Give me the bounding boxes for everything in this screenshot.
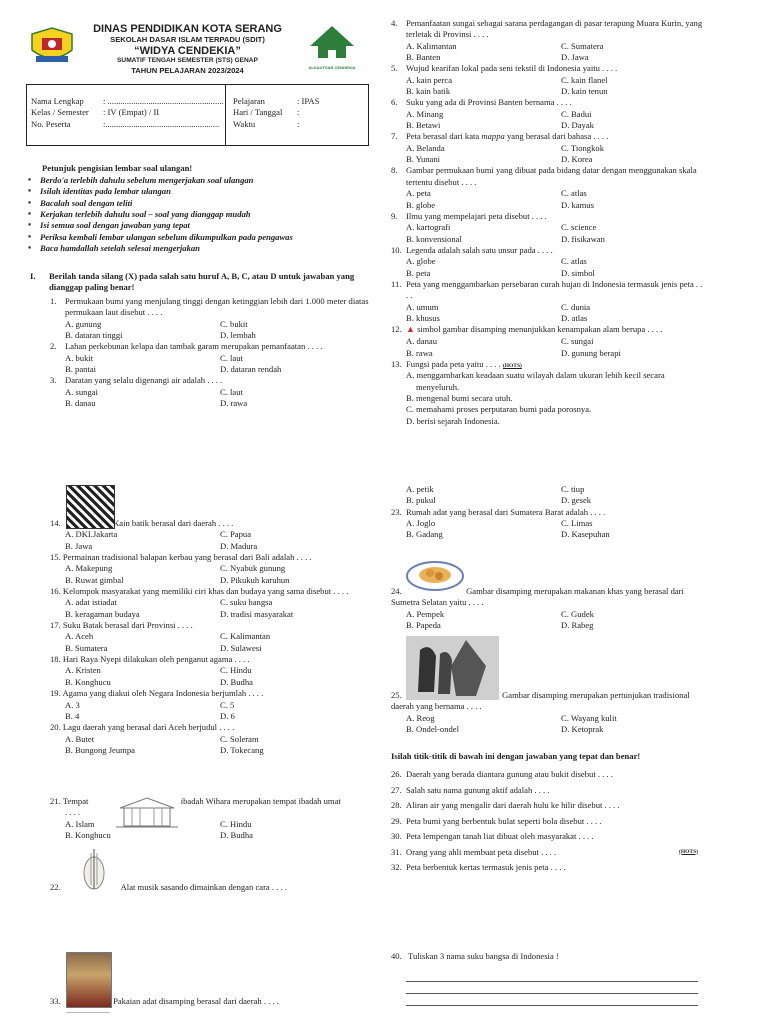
question-item — [50, 552, 370, 586]
option-a[interactable]: A. globe — [406, 256, 436, 267]
pelajaran-label: Pelajaran — [233, 96, 265, 106]
option-d[interactable]: D. Budha — [220, 830, 253, 841]
option-a[interactable]: A. danau — [406, 336, 438, 347]
option-b[interactable]: B. Betawi — [406, 120, 441, 131]
hots-badge: (HOTS) — [502, 362, 522, 369]
option-d[interactable]: D. Korea — [561, 154, 593, 165]
option-a[interactable]: A. petik — [406, 484, 434, 494]
question-text: Lagu daerah yang berasal dari Aceh berjudul . . . . — [62, 722, 235, 733]
option-c[interactable]: C. atlas — [561, 256, 587, 267]
question-text: Permukaan bumi yang menjulang tinggi dengan ketinggian lebih dari 1.000 meter diatas permukaan laut disebut . . . . — [65, 296, 369, 318]
option-d[interactable]: D. lembah — [220, 330, 256, 341]
right-top-questions — [391, 18, 706, 427]
question-number: 3. — [50, 375, 57, 386]
question-number: 22. — [50, 882, 61, 892]
option-b[interactable]: B. Konghucu — [65, 830, 111, 841]
question-number: 6. — [391, 97, 398, 108]
question-text-cont: ibadah Wihara merupakan tempat ibadah umat — [180, 796, 341, 806]
instructions-list — [28, 175, 358, 254]
option-c[interactable]: C. laut — [220, 352, 243, 363]
question-number: 18. — [50, 654, 61, 665]
volcano-symbol-icon: ▲ — [406, 324, 415, 335]
section2-title: Isilah titik-titik di bawah ini dengan jawaban yang tepat dan benar! — [391, 751, 641, 761]
option-a[interactable]: A. bukit — [65, 352, 94, 363]
question-item — [391, 324, 706, 359]
option-c[interactable]: C. Sumatera — [561, 40, 604, 51]
option-c[interactable]: C. Nyabuk gunung — [220, 563, 286, 574]
question-number: 4. — [391, 18, 398, 28]
option-c[interactable]: C. Soleram — [220, 733, 259, 744]
question-item — [50, 586, 370, 620]
school-logo-left — [28, 26, 76, 68]
option-a[interactable]: A. kain perca — [406, 74, 453, 85]
question-text: Gambar permukaan bumi yang dibuat pada bidang datar dengan menggunakan skala tertentu disebut . . . . — [406, 165, 697, 187]
option-d[interactable]: D. berisi sejarah Indonesia. — [406, 415, 500, 426]
question-item — [391, 507, 706, 541]
question-number: 15. — [50, 552, 61, 563]
option-b[interactable]: B. Bungong Jeumpa — [65, 744, 135, 755]
question-number: 5. — [391, 63, 398, 74]
question-text: Suku yang ada di Provinsi Banten bernama . . . . — [406, 97, 572, 108]
option-a[interactable]: A. sungai — [65, 386, 98, 397]
option-c[interactable]: C. dunia — [561, 301, 591, 312]
option-a[interactable]: A. menggambarkan keadaan suatu wilayah dalam ukuran lebih kecil secara menyeluruh. — [406, 370, 665, 392]
option-c[interactable]: C. suku bangsa — [220, 597, 273, 608]
option-a[interactable]: A. Reog — [406, 712, 435, 723]
peserta-label: No. Peserta — [31, 119, 71, 129]
question-text: Rumah adat yang berasal dari Sumatera Barat adalah . . . . — [406, 506, 606, 517]
question-text: Fungsi pada peta yaitu . . . . (HOTS) — [406, 358, 522, 369]
option-a[interactable]: A. Butet — [65, 733, 95, 744]
option-a[interactable]: A. gunung — [65, 318, 102, 329]
header-school-name: “WIDYA CENDEKIA” — [134, 45, 241, 57]
header-exam: SUMATIF TENGAH SEMESTER (STS) GENAP — [117, 57, 258, 64]
option-b[interactable]: B. pantai — [65, 364, 97, 375]
question-number: 40. — [391, 951, 402, 961]
option-c[interactable]: C. Limas — [561, 518, 593, 529]
fill-question: 27. Salah satu nama gunung aktif adalah . . . . — [391, 784, 550, 795]
question-item — [50, 375, 370, 409]
option-a[interactable]: A. Kristen — [65, 665, 101, 676]
option-c[interactable]: C. laut — [220, 386, 243, 397]
header-agency: DINAS PENDIDIKAN KOTA SERANG — [93, 23, 282, 35]
question-item — [391, 279, 706, 324]
identity-divider — [225, 85, 226, 145]
question-text: Pemanfaatan sungai sebagai sarana perdagangan di pasar terapung Muara Kurin, yang terletak di Provinsi . . . . — [406, 18, 703, 40]
question-item — [391, 131, 706, 165]
question-item — [50, 518, 370, 552]
question-item — [391, 18, 706, 63]
question-item — [391, 97, 706, 131]
option-d[interactable]: D. rawa — [220, 398, 248, 409]
section2-questions — [391, 767, 706, 876]
option-c[interactable]: C. tiup — [561, 484, 585, 494]
fill-question: 29. Peta bumi yang berbentuk bulat seperti bola disebut . . . . — [391, 815, 602, 826]
option-c[interactable]: C. Tiongkok — [561, 142, 604, 153]
question-text: Tuliskan 3 nama suku bangsa di Indonesia ! — [408, 951, 559, 961]
instruction-item: ▪ Baca hamdallah setelah selesai mengerjakan — [28, 243, 358, 254]
option-a[interactable]: A. DKI.Jakarta — [65, 529, 118, 540]
kelas-label: Kelas / Semester — [31, 107, 89, 117]
option-c[interactable]: C. kain flanel — [561, 74, 608, 85]
option-c[interactable]: C. sungai — [561, 336, 594, 347]
option-a[interactable]: A. umum — [406, 301, 439, 312]
question-item — [50, 341, 370, 375]
option-a[interactable]: A. kartografi — [406, 222, 451, 233]
question-item — [391, 63, 706, 97]
nama-label: Nama Lengkap — [31, 96, 84, 106]
option-a[interactable]: A. Kalimantan — [406, 40, 457, 51]
option-b[interactable]: B. dataran tinggi — [65, 330, 123, 341]
fill-question: 30. Peta lempengan tanah liat dibuat oleh masyarakat . . . . — [391, 831, 594, 841]
peserta-field[interactable]: :..................................................... — [103, 119, 220, 129]
question-number: 7. — [391, 131, 398, 142]
instruction-item: ▪ Bacalah soal dengan teliti — [28, 198, 358, 209]
instruction-item: ▪ Periksa kembali lembar ulangan sebelum dikumpulkan pada pengawas — [28, 232, 358, 243]
instructions-title: Petunjuk pengisian lembar soal ulangan! — [42, 163, 193, 173]
option-b[interactable]: B. mengenal bumi secara utuh. — [406, 392, 513, 403]
question-item — [391, 211, 706, 245]
option-a[interactable]: A. Islam — [65, 818, 95, 829]
option-a[interactable]: A. Makepung — [65, 563, 113, 574]
question-number: 25. — [391, 690, 402, 700]
question-number: 8. — [391, 165, 398, 176]
option-b[interactable]: B. globe — [406, 199, 436, 210]
answer-lines[interactable] — [406, 970, 698, 1006]
option-c[interactable]: C. bukit — [220, 318, 248, 329]
option-b[interactable]: B. Jawa — [65, 540, 93, 551]
option-b[interactable]: B. pukul — [406, 495, 436, 506]
option-d[interactable]: D. Dayak — [561, 120, 594, 131]
question-text: Permainan tradisional balapan kerbau yang berasal dari Bali adalah . . . . — [62, 552, 312, 563]
option-c[interactable]: C. Hindu — [220, 818, 252, 829]
option-d[interactable]: D. 6 — [220, 710, 235, 721]
instruction-item: ▪ Isi semua soal dengan jawaban yang tepat — [28, 220, 358, 231]
option-c[interactable]: C. Kalimantan — [220, 631, 271, 642]
question-number: 33. — [50, 996, 61, 1006]
option-d[interactable]: D. gunung berapi — [561, 347, 621, 358]
option-b[interactable]: B. peta — [406, 267, 431, 278]
left-top-questions — [50, 296, 370, 409]
option-d[interactable]: D. Ketoprak — [561, 724, 604, 735]
option-a[interactable]: A. peta — [406, 188, 431, 199]
answer-line[interactable] — [406, 970, 698, 982]
fill-question: 32. Peta berbentuk kertas termasuk jenis peta . . . . — [391, 862, 566, 872]
option-b[interactable]: B. Ondel-ondel — [406, 724, 459, 735]
option-c[interactable]: C. atlas — [561, 188, 587, 199]
header-school: SEKOLAH DASAR ISLAM TERPADU (SDIT) — [110, 35, 265, 44]
option-a[interactable]: A. Pempek — [406, 608, 445, 619]
question-number: 14. — [50, 518, 61, 528]
question-text: Tempat — [62, 796, 89, 806]
header-year: TAHUN PELAJARAN 2023/2024 — [131, 66, 244, 75]
option-b[interactable]: B. kain batik — [406, 86, 451, 97]
option-d[interactable]: D. simbol — [561, 267, 595, 278]
hots-badge: (HOTS) — [679, 848, 698, 855]
option-b[interactable]: B. 4 — [65, 710, 80, 721]
hari-label: Hari / Tanggal — [233, 107, 283, 117]
option-d[interactable]: D. dataran rendah — [220, 364, 282, 375]
option-d[interactable]: D. Jawa — [561, 52, 589, 63]
option-d[interactable]: D. atlas — [561, 312, 588, 323]
option-a[interactable]: A. 3 — [65, 699, 80, 710]
section1-instruction: Berilah tanda silang (X) pada salah satu huruf A, B, C, atau D untuk jawaban yang dianggap paling benar! — [49, 271, 355, 293]
question-text: Pakaian adat disamping berasal dari daerah . . . . — [113, 996, 279, 1006]
question-number: 16. — [50, 586, 61, 597]
option-d[interactable]: D. Kasepuhan — [561, 529, 610, 540]
question-item — [50, 688, 370, 722]
option-d[interactable]: D. Madura — [220, 540, 258, 551]
question-text: Kain batik berasal dari daerah . . . . — [113, 518, 234, 528]
option-c[interactable]: C. 5 — [220, 699, 235, 710]
option-a[interactable]: A. Joglo — [406, 518, 436, 529]
question-item — [50, 296, 370, 341]
option-d[interactable]: D. Tokecang — [220, 744, 264, 755]
instruction-item: ▪ Kerjakan terlebih dahulu soal – soal yang dianggap mudah — [28, 209, 358, 220]
question-text: Peta yang menggambarkan persebaran curah hujan di Indonesia termasuk jenis peta . . . . — [406, 278, 703, 301]
nama-field[interactable]: : ...................................................... — [103, 96, 224, 106]
question-text: Peta berasal dari kata mappa yang berasal dari bahasa . . . . — [406, 131, 609, 142]
option-c[interactable]: C. Wayang kulit — [561, 712, 617, 723]
question-text: Daratan yang selalu digenangi air adalah . . . . — [65, 375, 223, 386]
option-b[interactable]: B. Yunani — [406, 154, 441, 165]
option-b[interactable]: B. danau — [65, 398, 96, 409]
question-text: Alat musik sasando dimainkan dengan cara . . . . — [120, 882, 287, 892]
question-item — [50, 722, 370, 756]
question-text: Hari Raya Nyepi dilakukan oleh penganut agama . . . . — [62, 654, 250, 665]
option-c[interactable]: C. Hindu — [220, 665, 252, 676]
question-number: 1. — [50, 296, 57, 306]
right-mid-questions — [391, 484, 706, 541]
option-a[interactable]: A. Minang — [406, 108, 444, 119]
question-item — [391, 359, 706, 427]
question-dots: . . . . — [65, 807, 81, 818]
option-b[interactable]: B. konvensional — [406, 233, 462, 244]
identity-box — [26, 84, 369, 146]
option-b[interactable]: B. rawa — [406, 347, 433, 358]
option-b[interactable]: B. Sumatera — [65, 642, 108, 653]
option-c[interactable]: C. Papua — [220, 529, 252, 540]
q22-options — [391, 484, 706, 507]
question-number: 9. — [391, 210, 398, 221]
fill-question: 26. Daerah yang berada diantara gunung atau bukit disebut . . . . — [391, 769, 613, 779]
instruction-item: ▪ Berdo'a terlebih dahulu sebelum mengerjakan soal ulangan — [28, 175, 358, 186]
answer-line[interactable] — [406, 994, 698, 1006]
question-item — [50, 654, 370, 688]
question-item — [391, 690, 706, 735]
question-text: Agama yang diakui oleh Negara Indonesia berjumlah . . . . — [62, 688, 264, 699]
question-number: 20. — [50, 722, 61, 733]
question-text: Legenda adalah salah satu unsur pada . . . . — [406, 244, 553, 255]
question-number: 24. — [391, 586, 402, 596]
option-d[interactable]: D. kain tenun — [561, 86, 608, 97]
option-b[interactable]: B. Konghucu — [65, 676, 111, 687]
option-c[interactable]: C. science — [561, 222, 597, 233]
fill-question: 31. Orang yang ahli membuat peta disebut . . . . (HOTS) — [391, 845, 706, 861]
option-d[interactable]: D. Rabeg — [561, 620, 594, 631]
option-b[interactable]: B. Banten — [406, 52, 441, 63]
instruction-item: ▪ Isilah identitas pada lembar ulangan — [28, 186, 358, 197]
option-b[interactable]: B. Ruwat gimbal — [65, 574, 124, 585]
question-item — [391, 165, 706, 210]
question-number: 11. — [391, 278, 402, 289]
essay-question — [391, 951, 706, 962]
option-d[interactable]: D. Pikukuh karuhun — [220, 574, 290, 585]
question-number: 23. — [391, 506, 402, 517]
question-item — [391, 586, 706, 631]
option-d[interactable]: D. gesek — [561, 495, 592, 506]
question-number: 2. — [50, 341, 57, 352]
waktu-field[interactable]: : — [297, 119, 300, 129]
option-c[interactable]: C. memahami proses perputaran bumi pada porosnya. — [406, 404, 592, 415]
option-b[interactable]: B. keragaman budaya — [65, 608, 140, 619]
question-text: Ilmu yang mempelajari peta disebut . . . . — [406, 210, 547, 221]
question-text: Lahan perkebunan kelapa dan tambak garam merupakan pemanfaatan . . . . — [65, 341, 323, 352]
kelas-value: : IV (Empat) / II — [103, 107, 160, 117]
question-number: 13. — [391, 358, 402, 369]
question-text: Wujud kearifan lokal pada seni tekstil di Indonesia yaitu . . . . — [406, 63, 618, 74]
option-d[interactable]: D. fisikawan — [561, 233, 605, 244]
option-c[interactable]: C. Badui — [561, 108, 592, 119]
question-item — [50, 796, 370, 841]
left-mid-questions — [50, 518, 370, 756]
right-logo-caption: ALKAUTSAR CENDEKIA — [308, 65, 356, 71]
option-d[interactable]: D. tradisi masyarakat — [220, 608, 294, 619]
question-number: 10. — [391, 244, 402, 255]
option-d[interactable]: D. Sulawesi — [220, 642, 262, 653]
section1-number: I. — [30, 271, 36, 281]
question-number: 17. — [50, 620, 61, 631]
answer-line[interactable] — [406, 982, 698, 994]
school-logo-right — [304, 24, 360, 70]
option-b[interactable]: B. Papeda — [406, 620, 441, 631]
option-a[interactable]: A. Belanda — [406, 142, 445, 153]
question-item — [50, 620, 370, 654]
next-image-fragment — [66, 1012, 110, 1025]
pelajaran-value: : IPAS — [297, 96, 320, 106]
question-text: Gambar disamping merupakan pertunjukan tradisional daerah yang bernama . . . . — [391, 690, 690, 712]
question-text: ▲ simbol gambar disamping menunjukkan kenampakan alam berupa . . . . — [406, 324, 663, 335]
hari-field[interactable]: : — [297, 107, 300, 117]
fill-question: 28. Aliran air yang mengalir dari daerah hulu ke hilir disebut . . . . — [391, 800, 620, 810]
question-item — [391, 245, 706, 279]
question-item — [50, 882, 370, 893]
option-d[interactable]: D. Budha — [220, 676, 253, 687]
option-b[interactable]: B. khusus — [406, 312, 440, 323]
question-item — [50, 996, 370, 1007]
question-number: 21. — [50, 796, 61, 806]
vihara-image — [114, 796, 180, 830]
question-text: Gambar disamping merupakan makanan khas yang berasal dari Sumetra Selatan yaitu . . . . — [391, 586, 684, 608]
question-number: 19. — [50, 688, 61, 699]
option-d[interactable]: D. kamus — [561, 199, 594, 210]
option-a[interactable]: A. adat istiadat — [65, 597, 117, 608]
question-text: Suku Batak berasal dari Provinsi . . . . — [62, 620, 193, 631]
waktu-label: Waktu — [233, 119, 256, 129]
question-number: 12. — [391, 324, 402, 335]
option-a[interactable]: A. Aceh — [65, 631, 94, 642]
question-text: Kelompok masyarakat yang memiliki ciri khas dan budaya yang sama disebut . . . . — [62, 586, 349, 597]
option-b[interactable]: B. Gadang — [406, 529, 443, 540]
option-c[interactable]: C. Gudek — [561, 608, 594, 619]
